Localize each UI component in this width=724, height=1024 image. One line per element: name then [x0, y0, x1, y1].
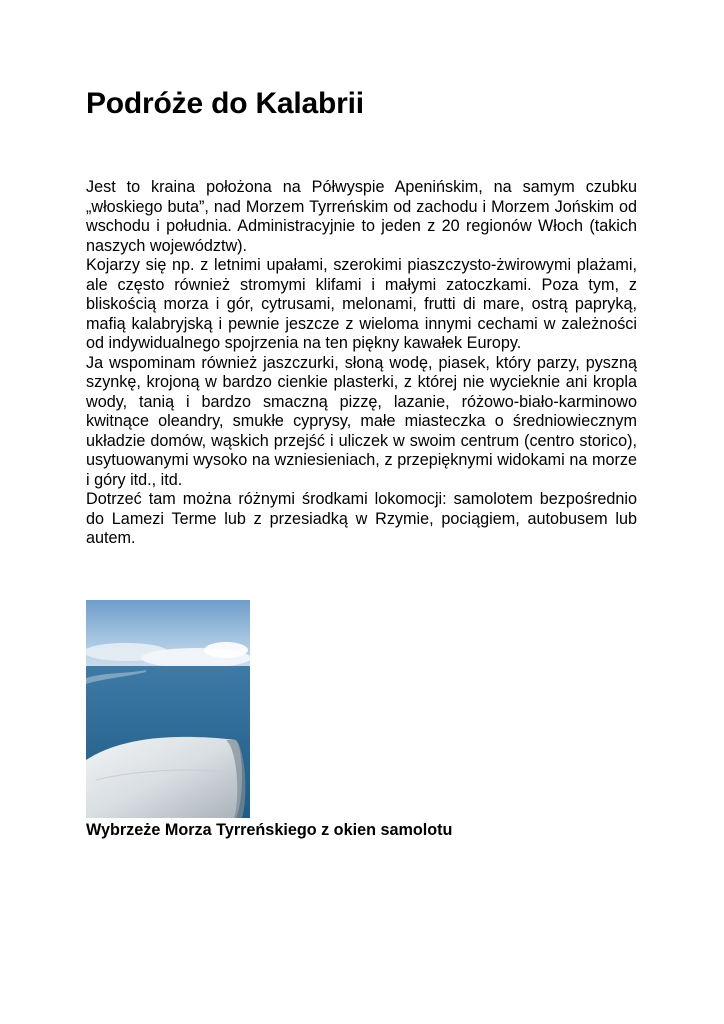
airplane-window-photo [86, 600, 250, 818]
cloud-puff [204, 642, 248, 658]
photo-caption: Wybrzeże Morza Tyrreńskiego z okien samolotu [86, 821, 453, 839]
page-title: Podróże do Kalabrii [86, 87, 364, 120]
paragraph-intro: Jest to kraina położona na Półwyspie Apenińskim, na samym czubku „włoskiego buta”, nad Morzem Tyrreńskim od zachodu i Morzem Jońskim od wschodu i południa. Administracyjnie to jeden z 20 regionów Włoch (takich naszych województw). [86, 178, 637, 255]
paragraph-associations: Kojarzy się np. z letnimi upałami, szerokimi piaszczysto-żwirowymi plażami, ale często również stromymi klifami i małymi zatoczkami. Poza tym, z bliskością morza i gór, cytrusami, melonami, frutti di mare, ostrą papryką, mafią kalabryjską i pewnie jeszcze z wieloma innymi cechami w zależności od indywidualnego spojrzenia na ten piękny kawałek Europy. [86, 256, 637, 352]
article-body [86, 178, 637, 549]
paragraph-memories: Ja wspominam również jaszczurki, słoną wodę, piasek, który parzy, pyszną szynkę, krojoną w bardzo cienkie plasterki, z której nie wycieknie ani kropla wody, tanią i bardzo smaczną pizzę, lazanie, różowo-biało-karminowo kwitnące oleandry, smukłe cyprysy, małe miasteczka o średniowiecznym układzie domów, wąskich przejść i uliczek w swoim centrum (centro storico), usytuowanymi wysoko na wzniesieniach, z przepięknymi widokami na morze i góry itd., itd. [86, 353, 637, 489]
paragraph-travel: Dotrzeć tam można różnymi środkami lokomocji: samolotem bezpośrednio do Lamezi Terme lub z przesiadką w Rzymie, pociągiem, autobusem lub autem. [86, 490, 637, 547]
